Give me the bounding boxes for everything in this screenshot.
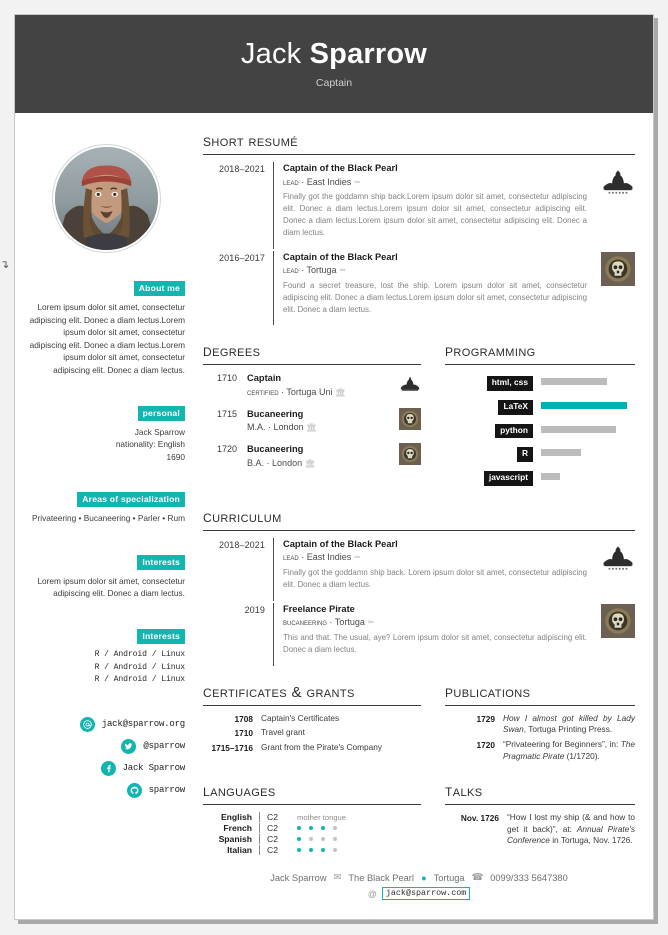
entry-body	[274, 603, 595, 666]
section-short-resume	[203, 131, 635, 325]
degree-institution: Tortuga Uni	[286, 387, 333, 398]
email-icon	[80, 717, 95, 732]
certificate-text: Grant from the Pirate's Company	[261, 741, 383, 752]
talk-prefix: “How I lost my ship (& and how to get it back)”, at:	[507, 812, 635, 834]
footer-line-2	[217, 887, 621, 900]
social-email-text: jack@sparrow.org	[101, 719, 185, 730]
section-divider	[203, 530, 635, 531]
entry-place: East Indies	[306, 552, 352, 563]
skill-label: html, css	[487, 376, 533, 391]
proficiency-dot	[309, 837, 313, 841]
social-link-email[interactable]	[27, 717, 185, 732]
publication-row	[445, 739, 635, 762]
certificate-row	[203, 727, 421, 739]
certificate-text: Travel grant	[261, 727, 305, 738]
interests-tag: Interests	[137, 555, 185, 570]
talk-row	[445, 812, 635, 847]
entry-subtitle	[283, 265, 587, 277]
language-dots	[289, 848, 337, 852]
section-certificates-publications	[203, 682, 635, 765]
degree-title: Captain	[247, 373, 282, 384]
publication-year: 1720	[476, 739, 495, 750]
facebook-icon	[101, 761, 116, 776]
degree-info	[247, 408, 395, 434]
page-title	[241, 39, 427, 69]
degree-title: Bucaneering	[247, 443, 304, 454]
skill-track	[541, 426, 635, 433]
proficiency-dot	[297, 826, 301, 830]
entry-place: Tortuga	[306, 265, 337, 276]
section-title-publications: publications	[445, 681, 531, 701]
talk-rest: in Tortuga, Nov. 1726.	[549, 835, 633, 846]
section-title-certificates: certificates & grants	[203, 681, 355, 701]
degree-sep: ·	[268, 422, 272, 433]
degree-thumbnail-skull-coin	[399, 443, 421, 465]
map-pin-icon: ⚰	[353, 177, 361, 187]
publication-title: How I almost got killed by Lady Swan	[503, 712, 635, 735]
language-level: C2	[259, 845, 289, 855]
skill-label: R	[517, 447, 533, 462]
certificate-year: 1708	[234, 713, 253, 724]
entry-thumbnail-castle-logo	[601, 539, 635, 573]
resume-entry	[203, 251, 635, 326]
entry-place: Tortuga	[334, 617, 365, 628]
entry-thumbnail-skull-coin	[601, 252, 635, 286]
entry-subtitle	[283, 177, 587, 189]
certificate-year: 1715–1716	[211, 742, 253, 753]
phone-icon: ☎	[471, 872, 484, 883]
social-link-github[interactable]	[27, 783, 185, 798]
section-curriculum	[203, 507, 635, 666]
personal-tag: personal	[138, 406, 185, 421]
proficiency-dot	[297, 848, 301, 852]
degree-year: 1720	[216, 443, 237, 454]
degree-thumbnail-skull-coin	[399, 408, 421, 430]
certificate-text: Captain's Certificates	[261, 712, 340, 723]
language-level: C2	[259, 834, 289, 844]
specialization-tag: Areas of specialization	[77, 492, 185, 507]
publication-year: 1729	[476, 713, 495, 724]
proficiency-dot	[309, 826, 313, 830]
footer-city: Tortuga	[433, 872, 465, 883]
specialization-items: Privateering • Bucaneering • Parler • Rum	[31, 513, 185, 524]
talk-text	[507, 812, 635, 847]
skill-label-wrap	[445, 467, 541, 486]
skill-row	[445, 420, 635, 439]
social-links	[27, 717, 185, 798]
personal-block	[27, 403, 185, 464]
entry-body	[274, 251, 595, 326]
entry-sep: ·	[301, 176, 305, 187]
entry-description: Finally got the goddamn ship back. Lorem ipsum dolor sit amet, consectetur adipiscing elit. Donec a diam lectus.	[283, 568, 587, 589]
section-languages-talks	[203, 781, 635, 856]
entry-date: 2016–2017	[219, 252, 265, 263]
map-pin-icon: ●	[420, 872, 427, 883]
interests2-line: R / Android / Linux	[94, 662, 185, 672]
github-icon	[127, 783, 142, 798]
degree-sep: ·	[266, 457, 270, 468]
skill-row	[445, 396, 635, 415]
section-talks	[445, 781, 635, 856]
section-title-curriculum: curriculum	[203, 506, 282, 526]
about-me-tag: About me	[134, 281, 185, 296]
personal-details	[27, 426, 185, 464]
entry-place: East Indies	[306, 176, 352, 187]
resume-sheet	[14, 14, 654, 920]
entry-subtitle	[283, 552, 587, 564]
main-column	[197, 113, 653, 910]
resume-entry	[203, 162, 635, 249]
skill-track	[541, 402, 635, 409]
skill-fill	[541, 378, 607, 385]
degree-row	[203, 408, 421, 434]
section-title-degrees: degrees	[203, 341, 261, 361]
personal-birthyear: 1690	[166, 451, 185, 462]
proficiency-dot	[321, 848, 325, 852]
degree-subtitle	[247, 458, 395, 470]
entry-sep: ·	[301, 552, 305, 563]
header-role: Captain	[315, 76, 353, 89]
social-link-twitter[interactable]	[27, 739, 185, 754]
entry-title: Freelance Pirate	[283, 603, 355, 614]
twitter-icon	[121, 739, 136, 754]
degree-row	[203, 372, 421, 398]
interests2-block	[27, 626, 185, 687]
section-degrees	[203, 341, 421, 490]
at-icon: @	[367, 888, 377, 899]
degree-info	[247, 372, 395, 398]
skill-label-wrap	[445, 420, 541, 439]
publication-text	[503, 739, 635, 762]
talk-date: Nov. 1726	[460, 813, 499, 824]
publication-rest: , Tortuga Printing Press.	[523, 724, 613, 735]
skill-label-wrap	[445, 372, 541, 391]
interests2-lines	[27, 649, 185, 687]
footer-line-1	[217, 872, 621, 883]
personal-name: Jack Sparrow	[134, 426, 185, 437]
certificate-year: 1710	[234, 728, 253, 739]
proficiency-dot	[333, 826, 337, 830]
entry-description: Finally got the goddamn ship back.Lorem ipsum dolor sit amet, consectetur adipiscing elit. Donec a diam lectus.Lorem ipsum dolor sit amet, consectetur adipiscing elit. Donec a diam lectus.Lorem ipsum dolor sit amet, consectetur adipiscing elit. Donec a diam lectus.	[283, 192, 587, 237]
language-row	[203, 845, 421, 855]
entry-body	[274, 538, 595, 601]
publication-row	[445, 713, 635, 736]
entry-description: This and that. The usual, aye? Lorem ipsum dolor sit amet, consectetur adipiscing elit. Donec a diam lectus.	[283, 632, 587, 654]
section-certificates	[203, 682, 421, 765]
entry-title: Captain of the Black Pearl	[283, 163, 398, 173]
section-title-programming: programming	[445, 341, 536, 361]
map-pin-icon: ⚰	[367, 618, 375, 628]
social-facebook-text: Jack Sparrow	[122, 763, 185, 774]
degree-subtitle	[247, 387, 395, 399]
section-divider	[445, 804, 635, 805]
publication-title: The Pragmatic Pirate	[503, 738, 635, 761]
curriculum-entry	[203, 603, 635, 666]
degree-info	[247, 443, 395, 469]
language-name: Italian	[227, 845, 252, 856]
entry-subtitle	[283, 617, 587, 629]
talk-venue: Annual Pirate's Conference	[507, 823, 635, 846]
entry-sep: ·	[329, 617, 333, 628]
language-level: C2	[259, 823, 289, 833]
degree-institution: London	[272, 457, 303, 468]
social-twitter-text: @sparrow	[143, 741, 185, 752]
sidebar	[15, 113, 197, 910]
skill-label: python	[495, 424, 533, 439]
section-languages	[203, 781, 421, 856]
portrait-illustration	[55, 147, 158, 250]
proficiency-dot	[321, 837, 325, 841]
degree-title: Bucaneering	[247, 408, 304, 419]
avatar	[27, 145, 185, 252]
resume-body	[15, 113, 653, 910]
portrait-photo	[53, 145, 160, 252]
university-icon: 🏛	[334, 387, 346, 398]
language-name: Spanish	[218, 834, 252, 845]
degree-institution: London	[273, 422, 304, 433]
proficiency-dot	[309, 848, 313, 852]
resume-header	[15, 15, 653, 113]
entry-date: 2018–2021	[219, 539, 265, 550]
certificate-row	[203, 713, 421, 725]
language-dots	[289, 837, 337, 841]
page-edge-mark: ↴	[0, 259, 10, 271]
proficiency-dot	[333, 848, 337, 852]
entry-description: Found a secret treasure, lost the ship. Lorem ipsum dolor sit amet, consectetur adipiscing elit. Donec a diam lectus.Lorem ipsum dolor sit amet, consectetur adipiscing elit. Donec a diam lectus.	[283, 280, 587, 314]
skill-label-wrap	[445, 396, 541, 415]
resume-footer	[203, 872, 635, 910]
language-name: French	[223, 823, 252, 834]
footer-name: Jack Sparrow	[270, 872, 327, 883]
entry-role: lead	[283, 552, 299, 563]
section-divider	[203, 364, 421, 365]
proficiency-dot	[321, 826, 325, 830]
skill-fill	[541, 449, 581, 456]
entry-date: 2018–2021	[219, 164, 265, 174]
interests-block	[27, 552, 185, 600]
publication-prefix: “Privateering for Beginners”, in:	[503, 738, 621, 749]
section-programming	[445, 341, 635, 490]
degree-row	[203, 443, 421, 469]
skill-label: javascript	[484, 471, 533, 486]
degree-level: certified	[247, 387, 279, 398]
entry-thumbnail-castle-logo	[601, 163, 635, 197]
degree-level: B.A.	[247, 457, 265, 468]
map-pin-icon: ⚰	[339, 266, 346, 276]
personal-nationality: nationality: English	[115, 439, 185, 450]
section-divider	[445, 364, 635, 365]
university-icon: 🏛	[304, 457, 316, 468]
first-name: Jack	[240, 38, 302, 71]
language-row	[203, 834, 421, 844]
section-divider	[445, 705, 635, 706]
publication-text	[503, 713, 635, 736]
entry-date: 2019	[244, 604, 265, 615]
degree-year: 1715	[216, 408, 237, 419]
map-pin-icon: ⚰	[353, 553, 361, 563]
section-degrees-programming	[203, 341, 635, 490]
language-row	[203, 823, 421, 833]
skill-row	[445, 443, 635, 462]
language-dots	[289, 826, 337, 830]
skill-label-wrap	[445, 443, 541, 462]
proficiency-dot	[297, 837, 301, 841]
specialization-block	[27, 489, 185, 525]
section-divider	[203, 705, 421, 706]
entry-role: lead	[283, 265, 299, 276]
degree-thumbnail-ship-logo	[399, 372, 421, 394]
interests2-tag: Interests	[137, 629, 185, 644]
footer-phone: 0099/333 5647380	[490, 872, 568, 883]
skill-track	[541, 378, 635, 385]
last-name: Sparrow	[309, 38, 428, 71]
section-divider	[203, 804, 421, 805]
entry-title: Captain of the Black Pearl	[283, 538, 398, 549]
publication-rest: (1/1720).	[564, 750, 600, 761]
entry-role: bucaneering	[283, 617, 328, 628]
curriculum-entry	[203, 538, 635, 601]
language-level: C2	[259, 812, 289, 822]
language-name: English	[220, 812, 252, 823]
certificate-row	[203, 742, 421, 754]
section-title-languages: languages	[203, 781, 276, 801]
about-me-block	[27, 278, 185, 377]
section-divider	[203, 154, 635, 155]
entry-body	[274, 162, 595, 249]
degree-level: M.A.	[247, 422, 266, 433]
footer-email[interactable]: jack@sparrow.com	[382, 887, 470, 900]
degree-year: 1710	[216, 373, 237, 384]
entry-thumbnail-skull-coin	[601, 604, 635, 638]
skill-row	[445, 372, 635, 391]
entry-sep: ·	[301, 265, 305, 276]
skill-fill	[541, 426, 616, 433]
degree-sep: ·	[281, 387, 285, 398]
interests2-line: R / Android / Linux	[94, 649, 185, 659]
skill-track	[541, 473, 635, 480]
language-note: mother tongue	[297, 812, 346, 822]
section-publications	[445, 682, 635, 765]
degree-subtitle	[247, 422, 395, 434]
interests-text: Lorem ipsum dolor sit amet, consectetur adipiscing elit. Donec a diam lectus.	[37, 575, 185, 599]
skill-row	[445, 467, 635, 486]
skill-fill	[541, 473, 560, 480]
envelope-icon: ✉	[333, 872, 342, 883]
skill-label: LaTeX	[498, 400, 533, 415]
university-icon: 🏛	[306, 422, 317, 433]
section-title-short-resume: short resumé	[203, 131, 298, 150]
interests2-line: R / Android / Linux	[94, 675, 185, 685]
social-github-text: sparrow	[148, 785, 185, 796]
skill-fill	[541, 402, 627, 409]
skill-track	[541, 449, 635, 456]
about-me-text: Lorem ipsum dolor sit amet, consectetur adipiscing elit. Donec a diam lectus.Lorem ipsum dolor sit amet, consectetur adipiscing elit. Donec a diam lectus.Lorem ipsum dolor sit amet, consectetur adipiscing elit. Donec a diam lectus.	[29, 302, 185, 376]
social-link-facebook[interactable]	[27, 761, 185, 776]
footer-address: The Black Pearl	[348, 872, 414, 883]
language-row	[203, 812, 421, 822]
entry-role: lead	[283, 176, 299, 187]
proficiency-dot	[333, 837, 337, 841]
section-title-talks: talks	[445, 781, 483, 801]
entry-title: Captain of the Black Pearl	[283, 251, 398, 262]
